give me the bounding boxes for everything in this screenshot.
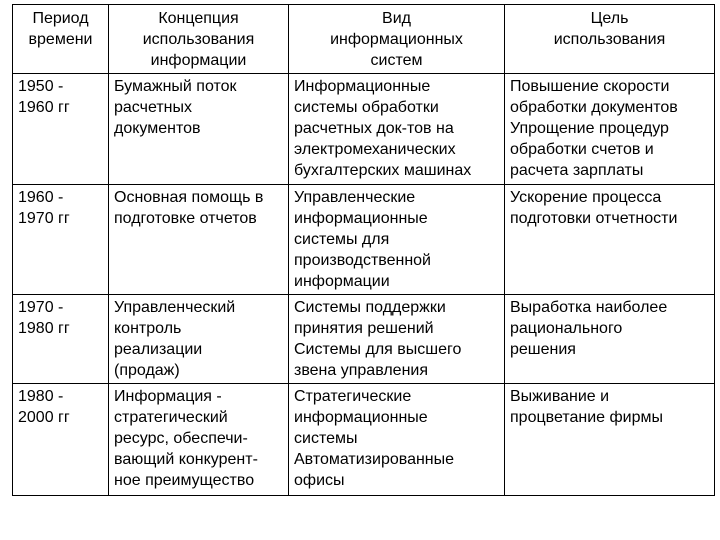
cell-period: 1970 - 1980 гг: [13, 295, 109, 384]
cell-systems: Информационные системы обработки расчетных док-тов на электромеханических бухгалтерских машинах: [289, 74, 505, 185]
cell-goal: Ускорение процесса подготовки отчетности: [505, 185, 715, 295]
cell-period: 1950 - 1960 гг: [13, 74, 109, 185]
cell-period: 1980 - 2000 гг: [13, 384, 109, 496]
history-table: [12, 4, 715, 496]
cell-goal: Выживание и процветание фирмы: [505, 384, 715, 496]
cell-period: 1960 - 1970 гг: [13, 185, 109, 295]
header-row: [13, 5, 715, 74]
cell-concept: Информация - стратегический ресурс, обеспечи- вающий конкурент- ное преимущество: [109, 384, 289, 496]
header-goal: Цель использования: [505, 5, 715, 74]
cell-systems: Системы поддержки принятия решений Системы для высшего звена управления: [289, 295, 505, 384]
table-row: [13, 74, 715, 185]
cell-concept: Управленческий контроль реализации (продаж): [109, 295, 289, 384]
header-systems: Вид информационных систем: [289, 5, 505, 74]
table-row: [13, 384, 715, 496]
cell-systems: Стратегические информационные системы Автоматизированные офисы: [289, 384, 505, 496]
table-row: [13, 185, 715, 295]
cell-concept: Бумажный поток расчетных документов: [109, 74, 289, 185]
table-row: [13, 295, 715, 384]
cell-goal: Повышение скорости обработки документов Упрощение процедур обработки счетов и расчета зарплаты: [505, 74, 715, 185]
cell-goal: Выработка наиболее рационального решения: [505, 295, 715, 384]
header-concept: Концепция использования информации: [109, 5, 289, 74]
cell-concept: Основная помощь в подготовке отчетов: [109, 185, 289, 295]
cell-systems: Управленческие информационные системы для производственной информации: [289, 185, 505, 295]
header-period: Период времени: [13, 5, 109, 74]
